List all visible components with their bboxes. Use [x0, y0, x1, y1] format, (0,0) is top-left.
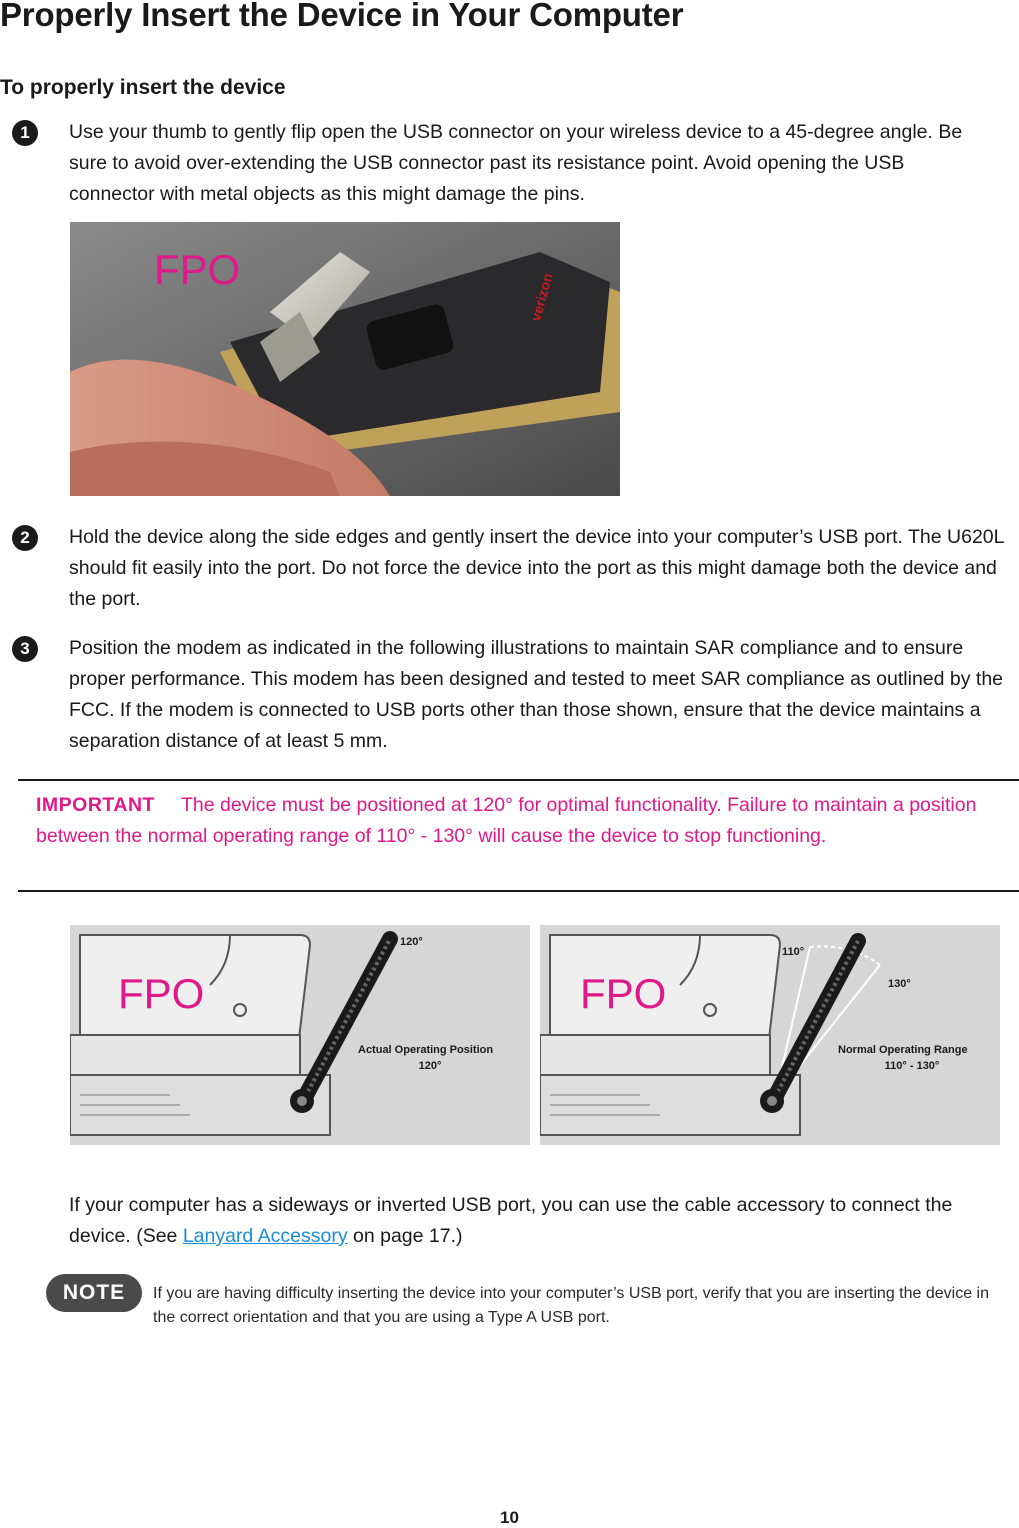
- diagram-2-caption-line2: 110° - 130°: [884, 1060, 940, 1072]
- diagram-1-angle-label: 120°: [400, 936, 423, 948]
- important-label: IMPORTANT: [36, 794, 155, 816]
- fpo-placeholder-label: FPO: [580, 970, 667, 1017]
- usb-photo-illustration: [70, 222, 620, 496]
- diagram-1-caption-line2: 120°: [418, 1060, 442, 1072]
- page-number: 10: [500, 1508, 519, 1527]
- note-badge: NOTE: [46, 1274, 142, 1312]
- step-2-text: Hold the device along the side edges and gently insert the device into your computer’s USB port. The U620L should fit easily into the port. Do not force the device into the port as this might damage both the device and the port.: [69, 526, 1004, 610]
- diagram-1-caption-line1: Actual Operating Position: [358, 1044, 494, 1056]
- important-bottom-rule: [18, 890, 1019, 892]
- cable-accessory-paragraph: [69, 1190, 1009, 1252]
- important-top-rule: [18, 779, 1019, 781]
- important-callout: [36, 790, 996, 852]
- laptop-range-illustration: [540, 925, 1000, 1145]
- diagram-2-angle-label-130: 130°: [888, 978, 911, 990]
- step-2-number: 2: [12, 525, 38, 551]
- fpo-placeholder-label: FPO: [154, 246, 241, 293]
- step-1-text: Use your thumb to gently flip open the USB connector on your wireless device to a 45-degree angle. Be sure to avoid over-extending the USB connector past its resistance point. Avoid opening the USB connector with metal objects as this might damage the pins.: [69, 121, 963, 205]
- svg-text:verizon: verizon: [527, 271, 556, 323]
- lanyard-accessory-link[interactable]: Lanyard Accessory: [182, 1225, 348, 1247]
- step-3-number: 3: [12, 636, 38, 662]
- step-3-text: Position the modem as indicated in the following illustrations to maintain SAR compliance and to ensure proper performance. This modem has been designed and tested to meet SAR compliance as outlined by the FCC. If the modem is connected to USB ports other than those shown, ensure that the device maintains a separation distance of at least 5 mm.: [69, 637, 1004, 752]
- laptop-120-illustration: [70, 925, 530, 1145]
- body-text-after: on page 17.): [347, 1225, 463, 1247]
- page-title: Properly Insert the Device in Your Computer: [0, 0, 684, 33]
- section-heading: To properly insert the device: [0, 76, 286, 99]
- step-1-number: 1: [12, 120, 38, 146]
- actual-position-diagram: [70, 925, 530, 1145]
- diagram-2-angle-label-110: 110°: [782, 946, 805, 958]
- important-text: The device must be positioned at 120° for optimal functionality. Failure to maintain a position between the normal operating range of 110° - 130° will cause the device to stop functioning.: [36, 794, 977, 847]
- note-text: If you are having difficulty inserting the device into your computer’s USB port, verify that you are inserting the device in the correct orientation and that you are using a Type A USB port.: [153, 1285, 989, 1326]
- body-text-before: If your computer has a sideways or inverted USB port, you can use the cable accessory to connect the device. (See: [69, 1194, 953, 1247]
- usb-device-photo: [70, 222, 620, 496]
- normal-range-diagram: [540, 925, 1000, 1145]
- fpo-placeholder-label: FPO: [118, 970, 205, 1017]
- diagram-2-caption-line1: Normal Operating Range: [838, 1044, 968, 1056]
